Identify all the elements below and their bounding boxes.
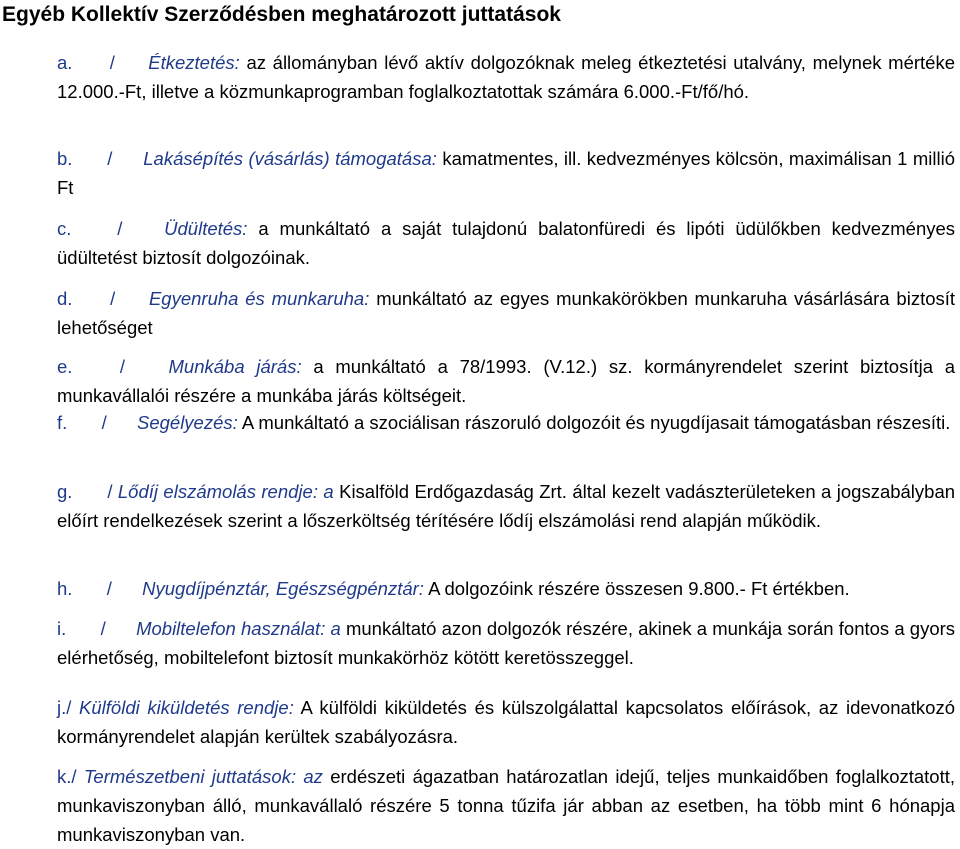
item-heading: Természetbeni juttatások: az bbox=[83, 766, 323, 787]
list-item-j bbox=[57, 693, 955, 751]
item-letter: g. bbox=[57, 481, 73, 502]
item-heading: Lődíj elszámolás rendje: a bbox=[117, 481, 334, 502]
item-text: erdészeti ágazatban határozatlan idejű, teljes munkaidőben foglalkoztatott, munkaviszonyban álló, munkavállaló részére 5 tonna tűzifa jár abban az esetben, ha több mint 6 hónapja munkaviszonyban van. bbox=[57, 766, 956, 845]
document-title: Egyéb Kollektív Szerződésben meghatározott juttatások bbox=[2, 3, 561, 26]
item-text: A munkáltató a szociálisan rászoruló dolgozóit és nyugdíjasait támogatásban részesíti. bbox=[241, 412, 951, 433]
item-slash: / bbox=[100, 618, 106, 639]
item-heading: Üdültetés: bbox=[164, 218, 248, 239]
item-slash: / bbox=[101, 412, 107, 433]
list-item-e bbox=[57, 352, 955, 410]
item-slash: / bbox=[106, 578, 112, 599]
list-item-f bbox=[57, 408, 955, 437]
item-slash: / bbox=[66, 697, 72, 718]
item-heading: Nyugdíjpénztár, Egészségpénztár: bbox=[142, 578, 424, 599]
item-slash: / bbox=[109, 52, 115, 73]
item-slash: / bbox=[71, 766, 77, 787]
item-text: munkáltató az egyes munkakörökben munkaruha vásárlására biztosít lehetőséget bbox=[57, 288, 956, 338]
item-text: a munkáltató a 78/1993. (V.12.) sz. kormányrendelet szerint biztosítja a munkavállalói részére a munkába járás költségeit. bbox=[57, 356, 956, 406]
item-heading: Segélyezés: bbox=[136, 412, 238, 433]
list-item-g bbox=[57, 477, 955, 535]
list-item-h bbox=[57, 574, 955, 603]
item-letter: d. bbox=[57, 288, 73, 309]
item-letter: f. bbox=[57, 412, 68, 433]
item-letter: e. bbox=[57, 356, 73, 377]
item-letter: c. bbox=[57, 218, 72, 239]
item-heading: Étkeztetés: bbox=[148, 52, 240, 73]
item-heading: Munkába járás: bbox=[168, 356, 302, 377]
item-letter: h. bbox=[57, 578, 73, 599]
item-heading: Külföldi kiküldetés rendje: bbox=[79, 697, 294, 718]
item-slash: / bbox=[107, 481, 113, 502]
item-text: az állományban lévő aktív dolgozóknak meleg étkeztetési utalvány, melynek mértéke 12.000.-Ft, illetve a közmunkaprogramban foglalkoztatottak számára 6.000.-Ft/fő/hó. bbox=[57, 52, 956, 102]
item-slash: / bbox=[119, 356, 126, 377]
item-letter: k. bbox=[57, 766, 72, 787]
item-heading: Mobiltelefon használat: a bbox=[136, 618, 341, 639]
item-text: a munkáltató a saját tulajdonú balatonfüredi és lipóti üdülőkben kedvezményes üdültetést biztosít dolgozóinak. bbox=[57, 218, 956, 268]
item-slash: / bbox=[110, 288, 116, 309]
list-item-d bbox=[57, 284, 955, 342]
item-text: A dolgozóink részére összesen 9.800.- Ft értékben. bbox=[428, 578, 850, 599]
list-item-i bbox=[57, 614, 955, 672]
list-item-c bbox=[57, 214, 955, 272]
item-text: A külföldi kiküldetés és külszolgálattal kapcsolatos előírások, az idevonatkozó kormányrendelet alapján kerültek szabályozásra. bbox=[57, 697, 955, 747]
item-letter: b. bbox=[57, 148, 73, 169]
item-text: Kisalföld Erdőgazdaság Zrt. által kezelt vadászterületeken a jogszabályban előírt rendelkezések szerint a lőszerköltség térítésére lődíj elszámolási rend alapján működik. bbox=[57, 481, 956, 531]
item-text: kamatmentes, ill. kedvezményes kölcsön, maximálisan 1 millió Ft bbox=[57, 148, 955, 198]
item-heading: Egyenruha és munkaruha: bbox=[148, 288, 370, 309]
item-letter: j. bbox=[57, 697, 67, 718]
list-item-b bbox=[57, 144, 955, 202]
item-heading: Lakásépítés (vásárlás) támogatása: bbox=[143, 148, 437, 169]
item-letter: a. bbox=[57, 52, 73, 73]
item-slash: / bbox=[107, 148, 113, 169]
item-slash: / bbox=[117, 218, 123, 239]
list-item-k bbox=[57, 762, 955, 849]
list-item-a bbox=[57, 48, 955, 106]
item-letter: i. bbox=[57, 618, 67, 639]
item-text: munkáltató azon dolgozók részére, akinek a munkája során fontos a gyors elérhetőség, mobiltelefont biztosít munkakörhöz kötött keretösszeggel. bbox=[57, 618, 956, 668]
